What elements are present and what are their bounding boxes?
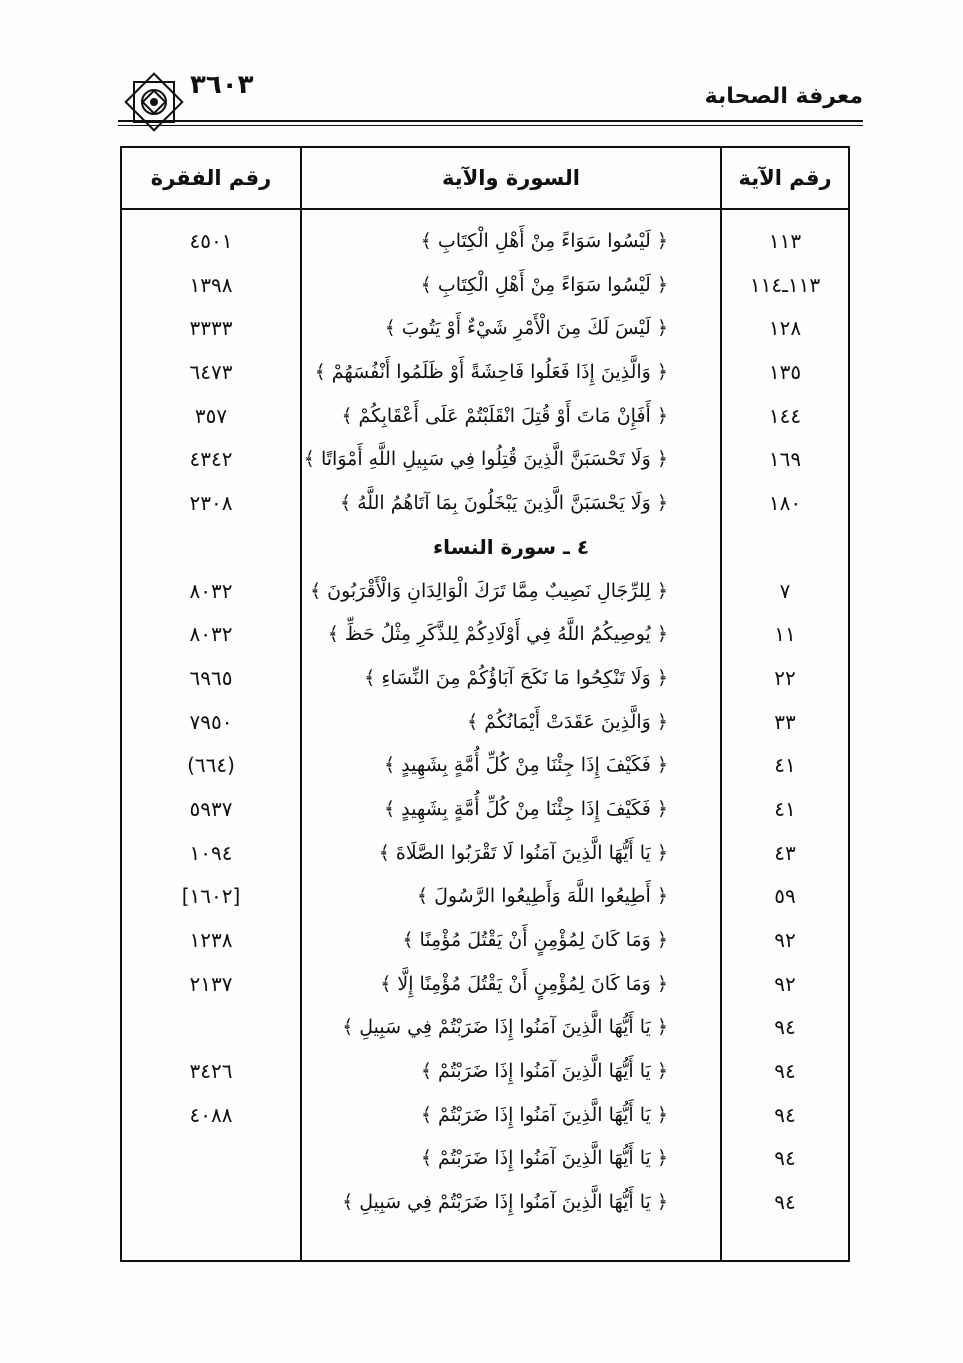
verse-cell: ﴿ وَالَّذِينَ إِذَا فَعَلُوا فَاحِشَةً أَوْ ظَلَمُوا أَنْفُسَهُمْ ﴾ bbox=[314, 361, 668, 384]
header-rule bbox=[118, 120, 863, 122]
ayah-number-cell: ٥٩ bbox=[774, 884, 796, 909]
ayah-number-cell: ٤٣ bbox=[774, 840, 796, 865]
paragraph-number-cell: ٣٤٢٦ bbox=[189, 1059, 233, 1084]
ayah-number-cell: ٩٤ bbox=[774, 1102, 796, 1127]
table-row bbox=[122, 264, 848, 308]
table-row bbox=[122, 657, 848, 701]
verse-cell: ﴿ فَكَيْفَ إِذَا جِئْنَا مِنْ كُلِّ أُمَّةٍ بِشَهِيدٍ ﴾ bbox=[384, 754, 668, 777]
paragraph-number-cell: ٨٠٣٢ bbox=[189, 622, 233, 647]
paragraph-number-cell: ٣٥٧ bbox=[194, 403, 228, 428]
verse-cell: ﴿ يَا أَيُّهَا الَّذِينَ آمَنُوا لَا تَقْرَبُوا الصَّلَاةَ ﴾ bbox=[378, 841, 668, 864]
paragraph-number-cell: ٤٥٠١ bbox=[189, 229, 233, 253]
verse-cell: ﴿ يَا أَيُّهَا الَّذِينَ آمَنُوا إِذَا ضَرَبْتُمْ فِي سَبِيلِ ﴾ bbox=[342, 1016, 668, 1039]
table-row bbox=[122, 919, 848, 963]
header-divider bbox=[122, 208, 848, 210]
ayah-number-cell: ١٢٨ bbox=[768, 316, 802, 341]
ayah-number-cell: ٤١ bbox=[774, 753, 796, 778]
verse-cell: ﴿ أَفَإِنْ مَاتَ أَوْ قُتِلَ انْقَلَبْتُمْ عَلَى أَعْقَابِكُمْ ﴾ bbox=[341, 404, 668, 427]
verse-cell: ﴿ وَلَا تَنْكِحُوا مَا نَكَحَ آبَاؤُكُمْ مِنَ النِّسَاءِ ﴾ bbox=[364, 666, 668, 689]
table-row bbox=[122, 963, 848, 1007]
ayah-number-cell: ١٦٩ bbox=[768, 447, 802, 472]
table-row bbox=[122, 220, 848, 264]
table-row bbox=[122, 613, 848, 657]
page-number: ٣٦٠٣ bbox=[190, 70, 254, 100]
paragraph-number-cell: ٦٤٧٣ bbox=[189, 360, 233, 385]
paragraph-number-cell bbox=[122, 1137, 300, 1181]
verse-cell: ﴿ وَلَا يَحْسَبَنَّ الَّذِينَ يَبْخَلُونَ بِمَا آتَاهُمُ اللَّهُ ﴾ bbox=[339, 492, 668, 515]
table-row bbox=[122, 1137, 848, 1181]
paragraph-number-cell: ٢١٣٧ bbox=[189, 971, 233, 996]
verse-cell: ﴿ لَيْسَ لَكَ مِنَ الْأَمْرِ شَيْءٌ أَوْ يَتُوبَ ﴾ bbox=[384, 317, 668, 340]
ayah-number-cell: ٩٤ bbox=[774, 1190, 796, 1215]
verse-cell: ﴿ يَا أَيُّهَا الَّذِينَ آمَنُوا إِذَا ضَرَبْتُمْ فِي سَبِيلِ ﴾ bbox=[342, 1191, 668, 1214]
column-header-surah-and-verse: السورة والآية bbox=[442, 166, 580, 190]
table-row bbox=[122, 875, 848, 919]
paragraph-number-cell: ٤٠٨٨ bbox=[189, 1102, 233, 1127]
paragraph-number-cell: ٤٣٤٢ bbox=[189, 447, 233, 472]
verse-cell: ﴿ يَا أَيُّهَا الَّذِينَ آمَنُوا إِذَا ضَرَبْتُمْ ﴾ bbox=[420, 1147, 668, 1170]
ayah-number-cell: ١٤٤ bbox=[768, 403, 802, 428]
paragraph-number-cell: ٦٩٦٥ bbox=[189, 665, 233, 690]
table-row bbox=[122, 351, 848, 395]
table-row bbox=[122, 482, 848, 526]
paragraph-number-cell bbox=[122, 1181, 300, 1225]
table-row bbox=[122, 744, 848, 788]
table-row bbox=[122, 1050, 848, 1094]
ayah-number-cell: ٤١ bbox=[774, 796, 796, 821]
table-row bbox=[122, 307, 848, 351]
ayah-number-cell: ١١ bbox=[774, 622, 796, 647]
verse-cell: ﴿ يَا أَيُّهَا الَّذِينَ آمَنُوا إِذَا ضَرَبْتُمْ ﴾ bbox=[420, 1103, 668, 1126]
table-row bbox=[122, 438, 848, 482]
verse-cell: ﴿ يُوصِيكُمُ اللَّهُ فِي أَوْلَادِكُمْ لِلذَّكَرِ مِثْلُ حَظِّ ﴾ bbox=[327, 623, 668, 646]
paragraph-number-cell: ١٢٣٨ bbox=[189, 928, 233, 952]
section-heading-row bbox=[122, 526, 848, 570]
paragraph-number-cell: ٧٩٥٠ bbox=[189, 709, 233, 734]
verse-cell: ﴿ لَيْسُوا سَوَاءً مِنْ أَهْلِ الْكِتَابِ ﴾ bbox=[420, 230, 668, 252]
table-row bbox=[122, 701, 848, 745]
ayah-number-cell: ١١٣ bbox=[768, 229, 802, 253]
verse-cell: ﴿ وَمَا كَانَ لِمُؤْمِنٍ أَنْ يَقْتُلَ مُؤْمِنًا إِلَّا ﴾ bbox=[380, 972, 668, 995]
ayah-number-cell: ٩٤ bbox=[774, 1059, 796, 1084]
verse-cell: ﴿ أَطِيعُوا اللَّهَ وَأَطِيعُوا الرَّسُولَ ﴾ bbox=[416, 885, 668, 908]
ayah-number-cell: ٩٢ bbox=[774, 971, 796, 996]
paragraph-number-cell: ٥٩٣٧ bbox=[189, 796, 233, 821]
paragraph-number-cell: [١٦٠٢] bbox=[181, 884, 241, 909]
ayah-number-cell: ٩٢ bbox=[774, 928, 796, 952]
verse-cell: ﴿ وَالَّذِينَ عَقَدَتْ أَيْمَانُكُمْ ﴾ bbox=[467, 710, 668, 733]
verse-index-table bbox=[120, 146, 850, 1262]
book-title: معرفة الصحابة bbox=[704, 84, 863, 109]
ayah-number-cell: ٣٣ bbox=[774, 709, 796, 734]
verse-cell: ﴿ فَكَيْفَ إِذَا جِئْنَا مِنْ كُلِّ أُمَّةٍ بِشَهِيدٍ ﴾ bbox=[384, 797, 668, 820]
paragraph-number-cell: ٨٠٣٢ bbox=[189, 578, 233, 603]
ayah-number-cell: ٧ bbox=[779, 578, 791, 603]
ayah-number-cell: ٩٤ bbox=[774, 1015, 796, 1040]
verse-cell: ﴿ لَيْسُوا سَوَاءً مِنْ أَهْلِ الْكِتَابِ ﴾ bbox=[420, 273, 668, 296]
table-row bbox=[122, 570, 848, 614]
paragraph-number-cell: ٢٣٠٨ bbox=[189, 491, 233, 516]
ayah-number-cell: ١٣٥ bbox=[768, 360, 802, 385]
ayah-number-cell: ٩٤ bbox=[774, 1146, 796, 1171]
table-row bbox=[122, 1094, 848, 1138]
ayah-number-cell: ١٨٠ bbox=[768, 491, 802, 516]
column-header-ayah-number: رقم الآية bbox=[738, 166, 832, 190]
table-row bbox=[122, 832, 848, 876]
header-rule-thin bbox=[118, 125, 863, 126]
table-row bbox=[122, 1181, 848, 1225]
octagram-ornament-icon bbox=[118, 66, 190, 138]
table-body bbox=[122, 220, 848, 1225]
ayah-number-cell: ٢٢ bbox=[774, 665, 796, 690]
paragraph-number-cell bbox=[122, 1006, 300, 1050]
verse-cell: ﴿ وَمَا كَانَ لِمُؤْمِنٍ أَنْ يَقْتُلَ مُؤْمِنًا ﴾ bbox=[402, 929, 668, 951]
verse-cell: ﴿ وَلَا تَحْسَبَنَّ الَّذِينَ قُتِلُوا فِي سَبِيلِ اللَّهِ أَمْوَاتًا ﴾ bbox=[303, 448, 668, 471]
section-heading: ٤ ـ سورة النساء bbox=[432, 534, 590, 559]
table-row bbox=[122, 395, 848, 439]
ayah-number-cell: ١١٣ـ١١٤ bbox=[749, 272, 821, 297]
table-row bbox=[122, 788, 848, 832]
paragraph-number-cell: ٣٣٣٣ bbox=[189, 316, 233, 341]
table-row bbox=[122, 1006, 848, 1050]
paragraph-number-cell: (٦٦٤) bbox=[187, 753, 235, 778]
column-header-paragraph-number: رقم الفقرة bbox=[150, 166, 272, 190]
verse-cell: ﴿ لِلرِّجَالِ نَصِيبٌ مِمَّا تَرَكَ الْوَالِدَانِ وَالْأَقْرَبُونَ ﴾ bbox=[309, 579, 668, 602]
paragraph-number-cell: ١٣٩٨ bbox=[189, 272, 233, 297]
verse-cell: ﴿ يَا أَيُّهَا الَّذِينَ آمَنُوا إِذَا ضَرَبْتُمْ ﴾ bbox=[420, 1060, 668, 1083]
paragraph-number-cell: ١٠٩٤ bbox=[189, 840, 233, 865]
